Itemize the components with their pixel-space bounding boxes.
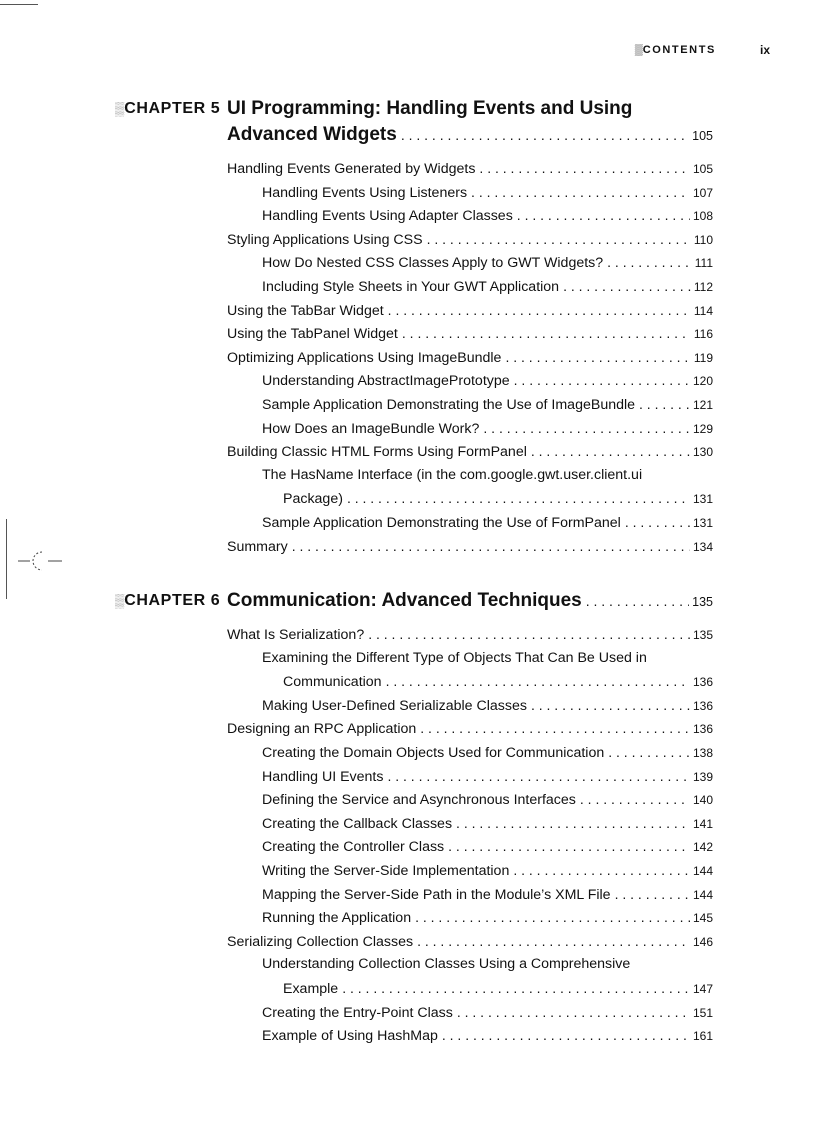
page-ref: 144 <box>692 863 713 878</box>
crop-mark-left <box>6 519 7 599</box>
page-ref: 107 <box>692 185 713 200</box>
page-ref: 114 <box>693 303 713 318</box>
toc-entry[interactable]: Making User-Defined Serializable Classes . . . 136 <box>227 697 713 721</box>
toc-entry[interactable]: Including Style Sheets in Your GWT Application . . . 112 <box>227 278 713 302</box>
page-ref: 120 <box>692 374 713 389</box>
toc-entry[interactable]: Writing the Server-Side Implementation . . . 144 <box>227 862 713 886</box>
chapter-5-entries <box>227 160 713 561</box>
toc-entry[interactable]: Creating the Callback Classes . . . 141 <box>227 815 713 839</box>
page-ref: 111 <box>694 256 713 271</box>
chapter-marker-icon: ▒ <box>115 101 125 116</box>
page-ref: 144 <box>692 887 713 902</box>
page-ref: 136 <box>692 698 713 713</box>
toc-entry[interactable]: Styling Applications Using CSS . . . 110 <box>227 231 713 255</box>
running-header <box>0 44 816 62</box>
page-ref: 141 <box>692 816 713 831</box>
page-number: ix <box>760 43 771 57</box>
toc-entry[interactable]: Sample Application Demonstrating the Use of ImageBundle . . . 121 <box>227 396 713 420</box>
toc-entry[interactable]: Using the TabBar Widget . . . 114 <box>227 302 713 326</box>
section-marker-icon: ▒ <box>634 44 643 56</box>
toc-entry[interactable]: Handling Events Using Listeners . . . 107 <box>227 184 713 208</box>
page-ref: 136 <box>692 722 713 737</box>
toc-entry[interactable]: The HasName Interface (in the com.google.gwt.user.client.ui <box>262 466 643 483</box>
toc-entry[interactable]: Mapping the Server-Side Path in the Module’s XML File . . . 144 <box>227 886 713 910</box>
toc-entry[interactable]: Using the TabPanel Widget . . . 116 <box>227 325 713 349</box>
toc-entry[interactable]: Creating the Entry-Point Class . . . 151 <box>227 1004 713 1028</box>
page-ref: 139 <box>692 769 713 784</box>
chapter-marker-icon: ▒ <box>115 593 125 608</box>
registration-mark-icon <box>18 548 62 574</box>
page-ref: 130 <box>692 445 713 460</box>
page-ref: 110 <box>693 232 713 247</box>
page-ref: 131 <box>692 515 713 530</box>
page-ref: 116 <box>693 327 713 342</box>
toc-entry[interactable]: How Do Nested CSS Classes Apply to GWT Widgets? . . . 111 <box>227 254 713 278</box>
chapter-6-entries <box>227 626 713 1051</box>
page-ref: 147 <box>692 981 713 996</box>
toc-entry[interactable]: Creating the Domain Objects Used for Communication . . . 138 <box>227 744 713 768</box>
toc-entry[interactable]: Building Classic HTML Forms Using FormPanel . . . 130 <box>227 443 713 467</box>
page-ref: 121 <box>692 397 713 412</box>
chapter-label: ▒CHAPTER 6 <box>115 592 221 609</box>
page-ref: 145 <box>692 911 713 926</box>
toc-entry-continuation[interactable]: Example . . . 147 <box>227 980 713 1004</box>
toc-entry[interactable]: Handling UI Events . . . 139 <box>227 768 713 792</box>
toc-entry[interactable]: Designing an RPC Application . . . 136 <box>227 720 713 744</box>
chapter-title[interactable]: UI Programming: Handling Events and Using Advanced Widgets . . . 105 <box>227 96 713 148</box>
toc-entry[interactable]: What Is Serialization? . . . 135 <box>227 626 713 650</box>
page-ref: 105 <box>692 162 713 176</box>
toc-entry[interactable]: Example of Using HashMap . . . 161 <box>227 1027 713 1051</box>
page-ref: 108 <box>692 209 713 224</box>
toc-entry[interactable]: Handling Events Using Adapter Classes . . . 108 <box>227 207 713 231</box>
toc-entry-continuation[interactable]: Package) . . . 131 <box>227 490 713 514</box>
page-ref: 119 <box>693 350 713 365</box>
chapter-label: ▒CHAPTER 5 <box>115 100 221 117</box>
toc-entry[interactable]: Examining the Different Type of Objects That Can Be Used in <box>262 649 647 666</box>
toc-entry[interactable]: Running the Application . . . 145 <box>227 909 713 933</box>
toc-entry[interactable]: Defining the Service and Asynchronous Interfaces . . . 140 <box>227 791 713 815</box>
page-ref: 151 <box>692 1005 713 1020</box>
page-ref: 129 <box>692 421 713 436</box>
page-ref: 134 <box>692 539 713 554</box>
page-ref: 136 <box>692 675 713 690</box>
toc-entry[interactable]: Optimizing Applications Using ImageBundle . . . 119 <box>227 349 713 373</box>
crop-mark-top <box>0 4 38 5</box>
page-ref: 142 <box>692 840 713 855</box>
toc-entry[interactable]: Creating the Controller Class . . . 142 <box>227 838 713 862</box>
toc-entry[interactable]: Sample Application Demonstrating the Use of FormPanel . . . 131 <box>227 514 713 538</box>
page-ref: 140 <box>692 793 713 808</box>
page-ref: 146 <box>692 934 713 949</box>
toc-entry[interactable]: Understanding Collection Classes Using a Comprehensive <box>262 956 631 973</box>
page-ref: 131 <box>692 492 713 507</box>
section-title: ▒CONTENTS <box>634 44 716 56</box>
toc-entry[interactable]: Summary . . . 134 <box>227 538 713 562</box>
toc-entry[interactable]: Serializing Collection Classes . . . 146 <box>227 933 713 957</box>
page-ref: 135 <box>692 628 713 642</box>
toc-entry[interactable]: Understanding AbstractImagePrototype . . . 120 <box>227 372 713 396</box>
page-ref: 138 <box>692 745 713 760</box>
page-ref: 112 <box>693 279 713 294</box>
toc-entry[interactable]: Handling Events Generated by Widgets . . . 105 <box>227 160 713 184</box>
toc-entry-continuation[interactable]: Communication . . . 136 <box>227 673 713 697</box>
toc-entry[interactable]: How Does an ImageBundle Work? . . . 129 <box>227 420 713 444</box>
chapter-title[interactable]: Communication: Advanced Techniques . . . 135 <box>227 588 713 614</box>
page-ref: 161 <box>692 1029 713 1044</box>
